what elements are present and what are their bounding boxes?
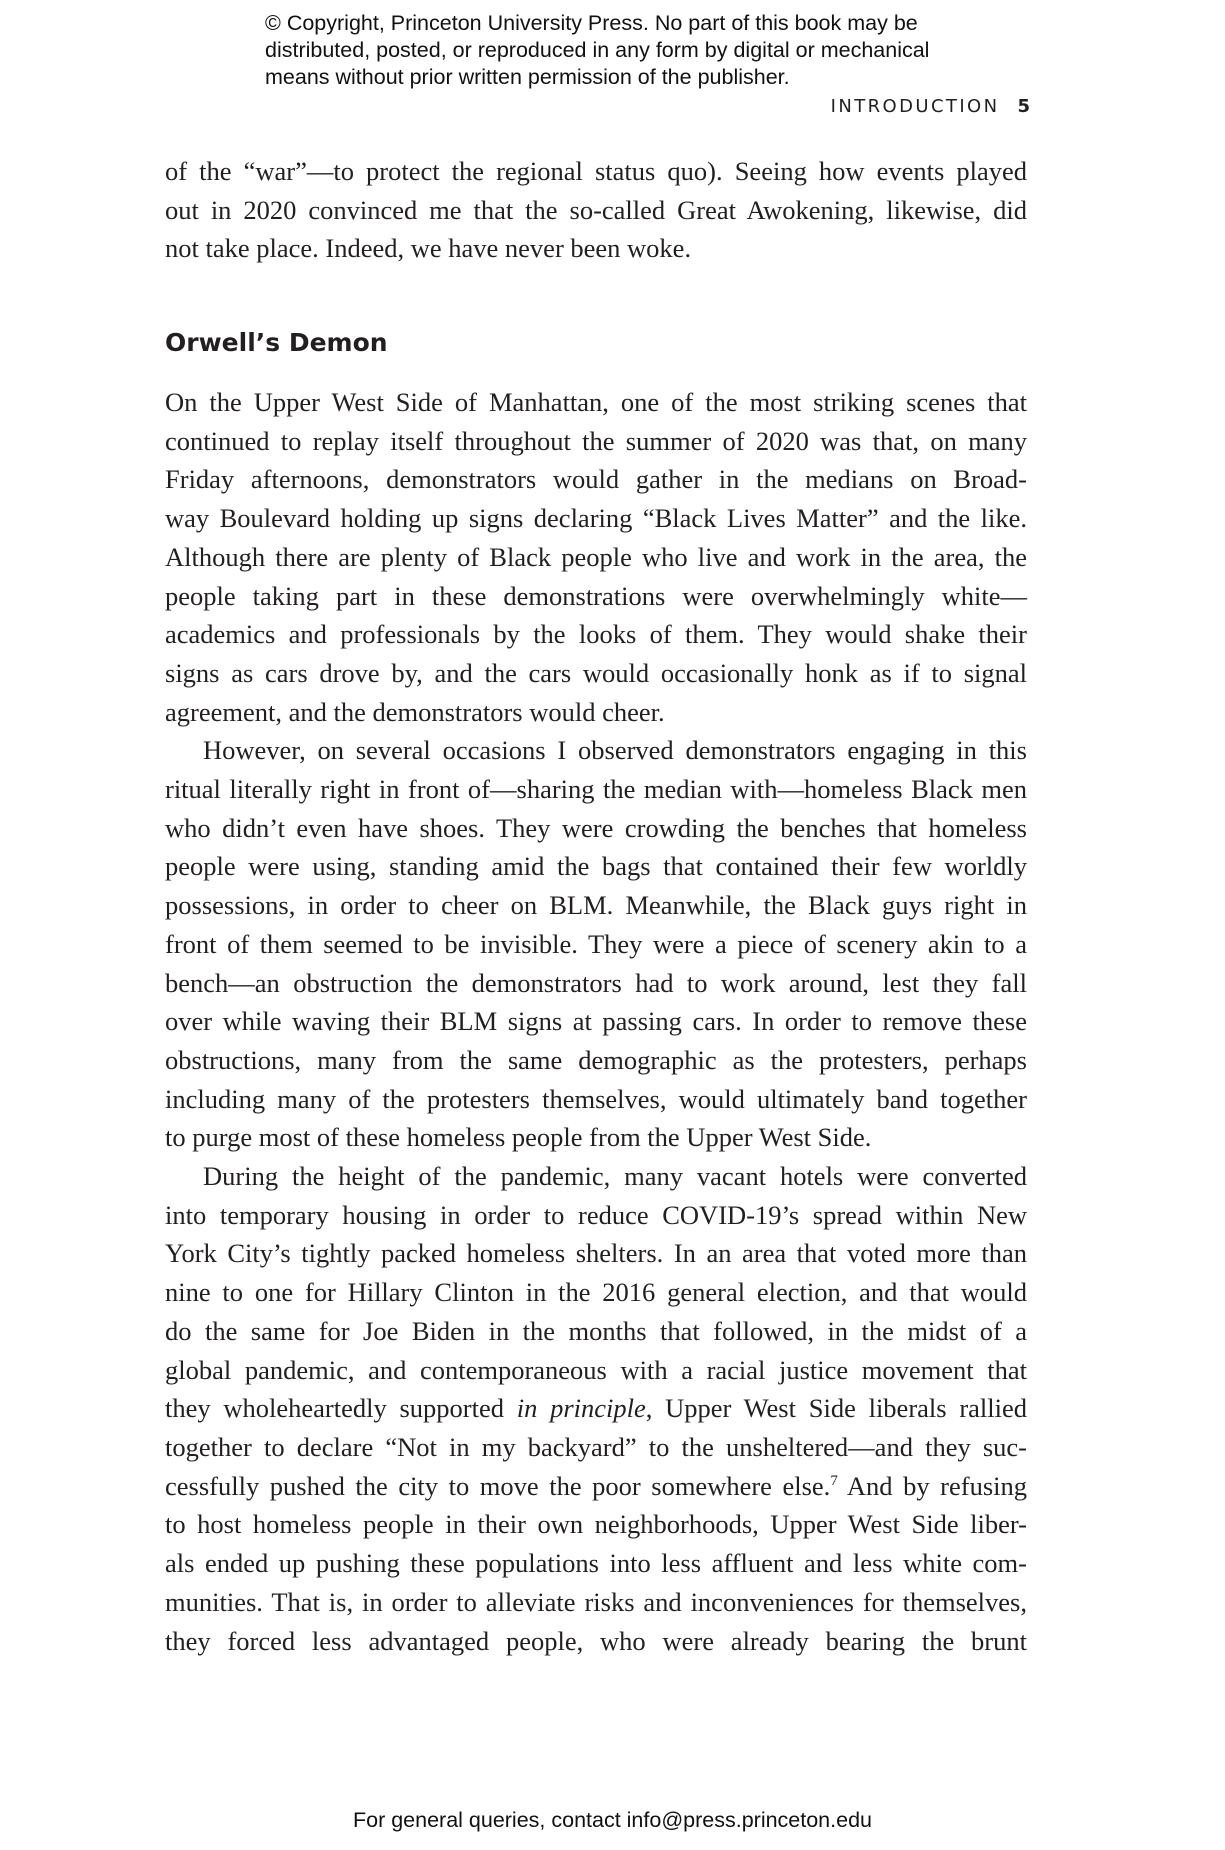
text-line: continued to replay itself throughout the summer of 2020 was that, on many [165, 425, 1027, 456]
copyright-line: distributed, posted, or reproduced in any form by digital or mechanical [265, 38, 930, 62]
text-run: cessfully pushed the city to move the poor somewhere else. [165, 1470, 831, 1501]
text-line: However, on several occasions I observed demonstrators engaging in this [203, 735, 1027, 766]
text-line: Although there are plenty of Black people who live and work in the area, the [165, 541, 1027, 572]
text-line: including many of the protesters themselves, would ultimately band together [165, 1083, 1027, 1114]
text-line: do the same for Joe Biden in the months that followed, in the midst of a [165, 1315, 1027, 1346]
text-run: And by refusing [837, 1470, 1027, 1501]
page-number: 5 [1017, 96, 1030, 117]
opening-paragraph [165, 152, 1027, 268]
text-line: Friday afternoons, demonstrators would gather in the medians on Broad- [165, 464, 1027, 495]
text-line [165, 1467, 1027, 1506]
text-line: over while waving their BLM signs at passing cars. In order to remove these [165, 1006, 1027, 1037]
text-run: they wholeheartedly supported [165, 1393, 517, 1424]
section-body [165, 383, 1027, 1660]
copyright-line: means without prior written permission of the publisher. [265, 65, 790, 89]
text-line: possessions, in order to cheer on BLM. Meanwhile, the Black guys right in [165, 890, 1027, 921]
text-line: global pandemic, and contemporaneous with a racial justice movement that [165, 1354, 1027, 1385]
text-line: people were using, standing amid the bags that contained their few worldly [165, 851, 1027, 882]
text-line: not take place. Indeed, we have never been woke. [165, 233, 692, 264]
copyright-notice [265, 10, 1025, 91]
text-line: als ended up pushing these populations into less affluent and less white com- [165, 1548, 1027, 1579]
text-line: they forced less advantaged people, who were already bearing the brunt [165, 1625, 1027, 1656]
text-line [165, 1389, 1027, 1428]
text-line: munities. That is, in order to alleviate risks and inconveniences for themselves, [165, 1586, 1027, 1617]
text-run: , Upper West Side liberals rallied [645, 1393, 1028, 1424]
text-line: bench—an obstruction the demonstrators had to work around, lest they fall [165, 967, 1027, 998]
running-head [831, 96, 1030, 117]
text-line: agreement, and the demonstrators would cheer. [165, 696, 665, 727]
text-line: On the Upper West Side of Manhattan, one of the most striking scenes that [165, 387, 1027, 417]
text-line: of the “war”—to protect the regional status quo). Seeing how events played [165, 156, 1027, 186]
text-line: together to declare “Not in my backyard” to the unsheltered—and they suc- [165, 1431, 1027, 1462]
text-line: who didn’t even have shoes. They were crowding the benches that homeless [165, 812, 1027, 843]
text-line: nine to one for Hillary Clinton in the 2016 general election, and that would [165, 1277, 1027, 1308]
paragraph [165, 731, 1027, 1157]
text-line: signs as cars drove by, and the cars would occasionally honk as if to signal [165, 657, 1027, 688]
text-line: into temporary housing in order to reduce COVID-19’s spread within New [165, 1199, 1027, 1230]
text-line: to host homeless people in their own neighborhoods, Upper West Side liber- [165, 1509, 1027, 1540]
text-line: ritual literally right in front of—sharing the median with—homeless Black men [165, 774, 1027, 805]
section-heading: Orwell’s Demon [165, 328, 388, 357]
text-line: obstructions, many from the same demographic as the protesters, perhaps [165, 1044, 1027, 1075]
italic-phrase: in principle [516, 1393, 646, 1424]
text-line: During the height of the pandemic, many vacant hotels were converted [203, 1161, 1027, 1192]
paragraph [165, 1157, 1027, 1660]
text-line: to purge most of these homeless people from the Upper West Side. [165, 1122, 872, 1153]
text-line: York City’s tightly packed homeless shelters. In an area that voted more than [165, 1238, 1027, 1269]
text-line: front of them seemed to be invisible. They were a piece of scenery akin to a [165, 928, 1027, 959]
paragraph [165, 383, 1027, 731]
running-head-section: INTRODUCTION [830, 96, 1000, 117]
text-line: people taking part in these demonstrations were overwhelmingly white— [165, 580, 1027, 611]
text-line: way Boulevard holding up signs declaring “Black Lives Matter” and the like. [165, 503, 1027, 534]
text-line: out in 2020 convinced me that the so-called Great Awokening, likewise, did [165, 194, 1027, 225]
copyright-line: © Copyright, Princeton University Press. No part of this book may be [265, 11, 918, 35]
footnote-reference[interactable]: 7 [830, 1472, 838, 1489]
text-line: academics and professionals by the looks of them. They would shake their [165, 619, 1027, 650]
footer-contact: For general queries, contact info@press.princeton.edu [352, 1808, 872, 1832]
